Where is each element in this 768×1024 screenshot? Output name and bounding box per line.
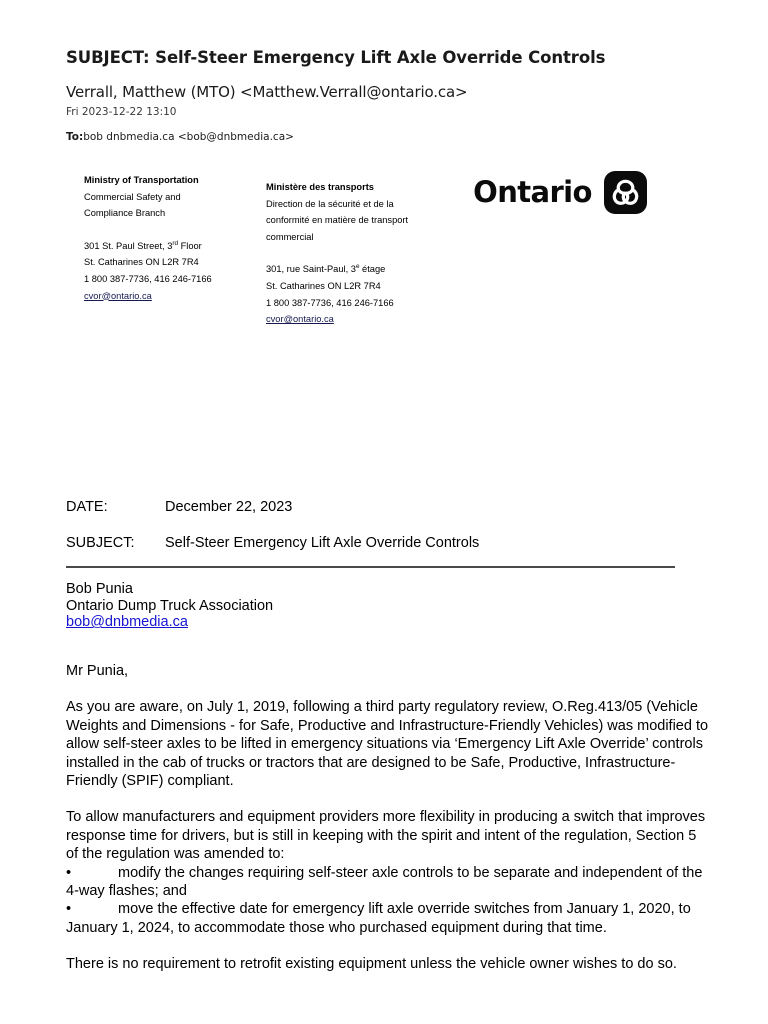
letter-meta bbox=[66, 498, 686, 569]
bullet-item-1 bbox=[66, 864, 712, 901]
cvor-email-link-en[interactable]: cvor@ontario.ca bbox=[84, 290, 152, 301]
address-street-fr: 301, rue Saint-Paul, 3 bbox=[266, 264, 356, 275]
address-line1-en bbox=[84, 238, 264, 255]
cvor-email-link-fr[interactable]: cvor@ontario.ca bbox=[266, 314, 334, 325]
branch-line1-en: Commercial Safety and bbox=[84, 191, 181, 202]
bullet-marker-2: • bbox=[66, 901, 72, 918]
address-floor-fr: étage bbox=[359, 264, 386, 275]
address-line2-en: St. Catharines ON L2R 7R4 bbox=[84, 257, 199, 268]
bullet-text-1: modify the changes requiring self-steer axle controls to be separate and independent of the 4-way flashes; and bbox=[66, 864, 703, 900]
trillium-logo-icon bbox=[604, 171, 647, 214]
address-ordinal-fr: e bbox=[355, 263, 360, 271]
phone-en: 1 800 387-7736, 416 246-7166 bbox=[84, 273, 212, 284]
subject-label: SUBJECT: bbox=[66, 534, 135, 551]
letterhead-english bbox=[84, 172, 264, 304]
header-divider bbox=[66, 566, 675, 568]
date-row bbox=[66, 498, 686, 518]
letter-body bbox=[66, 662, 712, 992]
body-paragraph-3: There is no requirement to retrofit existing equipment unless the vehicle owner wishes to do so. bbox=[66, 956, 677, 973]
address-floor-en: Floor bbox=[178, 240, 202, 251]
salutation: Mr Punia, bbox=[66, 663, 129, 679]
recipient-email-link[interactable]: bob@dnbmedia.ca bbox=[66, 614, 188, 631]
branch-line1-fr: Direction de la sécurité et de la bbox=[266, 198, 394, 209]
ontario-logo bbox=[470, 160, 650, 224]
address-street-en: 301 St. Paul Street, 3 bbox=[84, 240, 173, 251]
email-recipient-line bbox=[66, 131, 706, 145]
subject-value: Self-Steer Emergency Lift Axle Override Controls bbox=[165, 534, 480, 551]
body-paragraph-1: As you are aware, on July 1, 2019, following a third party regulatory review, O.Reg.413/05 (Vehicle Weights and Dimensions - for Safe, Productive and Infrastructure-Friendly Vehicles) was modified to allow self-steer axles to be lifted in emergency situations via ‘Emergency Lift Axle Override’ controls installed in the cab of trucks or tractors that are designed to be Safe, Productive, Infrastructure-Friendly (SPIF) compliant. bbox=[66, 699, 709, 790]
ministry-name-fr: Ministère des transports bbox=[266, 182, 374, 192]
ministry-name-en: Ministry of Transportation bbox=[84, 175, 199, 185]
date-value: December 22, 2023 bbox=[165, 499, 293, 515]
recipient-block bbox=[66, 581, 566, 631]
email-to-label: To: bbox=[66, 131, 84, 144]
spacer-fr bbox=[266, 245, 444, 261]
address-line1-fr bbox=[266, 261, 444, 278]
email-header bbox=[66, 48, 706, 145]
email-timestamp: Fri 2023-12-22 13:10 bbox=[66, 106, 177, 119]
branch-line2-en: Compliance Branch bbox=[84, 208, 166, 219]
recipient-organization: Ontario Dump Truck Association bbox=[66, 597, 274, 614]
bullet-item-2 bbox=[66, 900, 712, 937]
email-to-value: bob dnbmedia.ca <bob@dnbmedia.ca> bbox=[83, 131, 294, 144]
bullet-text-2: move the effective date for emergency lift axle override switches from January 1, 2020, to January 1, 2024, to accommodate those who purchased equipment during that time. bbox=[66, 901, 691, 936]
letterhead bbox=[0, 172, 768, 332]
address-ordinal-en: rd bbox=[172, 239, 178, 247]
subject-row bbox=[66, 534, 686, 554]
body-paragraph-2-intro: To allow manufacturers and equipment providers more flexibility in producing a switch that improves response time for drivers, but is still in keeping with the spirit and intent of the regulation, Section 5 of the regulation was amended to: bbox=[66, 809, 706, 863]
branch-line2-fr: conformité en matière de transport bbox=[266, 215, 409, 226]
ontario-wordmark: Ontario bbox=[473, 175, 592, 209]
date-label: DATE: bbox=[66, 499, 108, 515]
email-subject-line: SUBJECT: Self-Steer Emergency Lift Axle Override Controls bbox=[66, 48, 606, 67]
spacer-en bbox=[84, 222, 264, 238]
recipient-name: Bob Punia bbox=[66, 581, 133, 597]
address-line2-fr: St. Catharines ON L2R 7R4 bbox=[266, 280, 381, 291]
letterhead-french bbox=[266, 179, 444, 328]
bullet-marker-1: • bbox=[66, 864, 72, 881]
email-sender: Verrall, Matthew (MTO) <Matthew.Verrall@ontario.ca> bbox=[66, 82, 468, 101]
phone-fr: 1 800 387-7736, 416 246-7166 bbox=[266, 297, 394, 308]
branch-line3-fr: commercial bbox=[266, 231, 314, 242]
